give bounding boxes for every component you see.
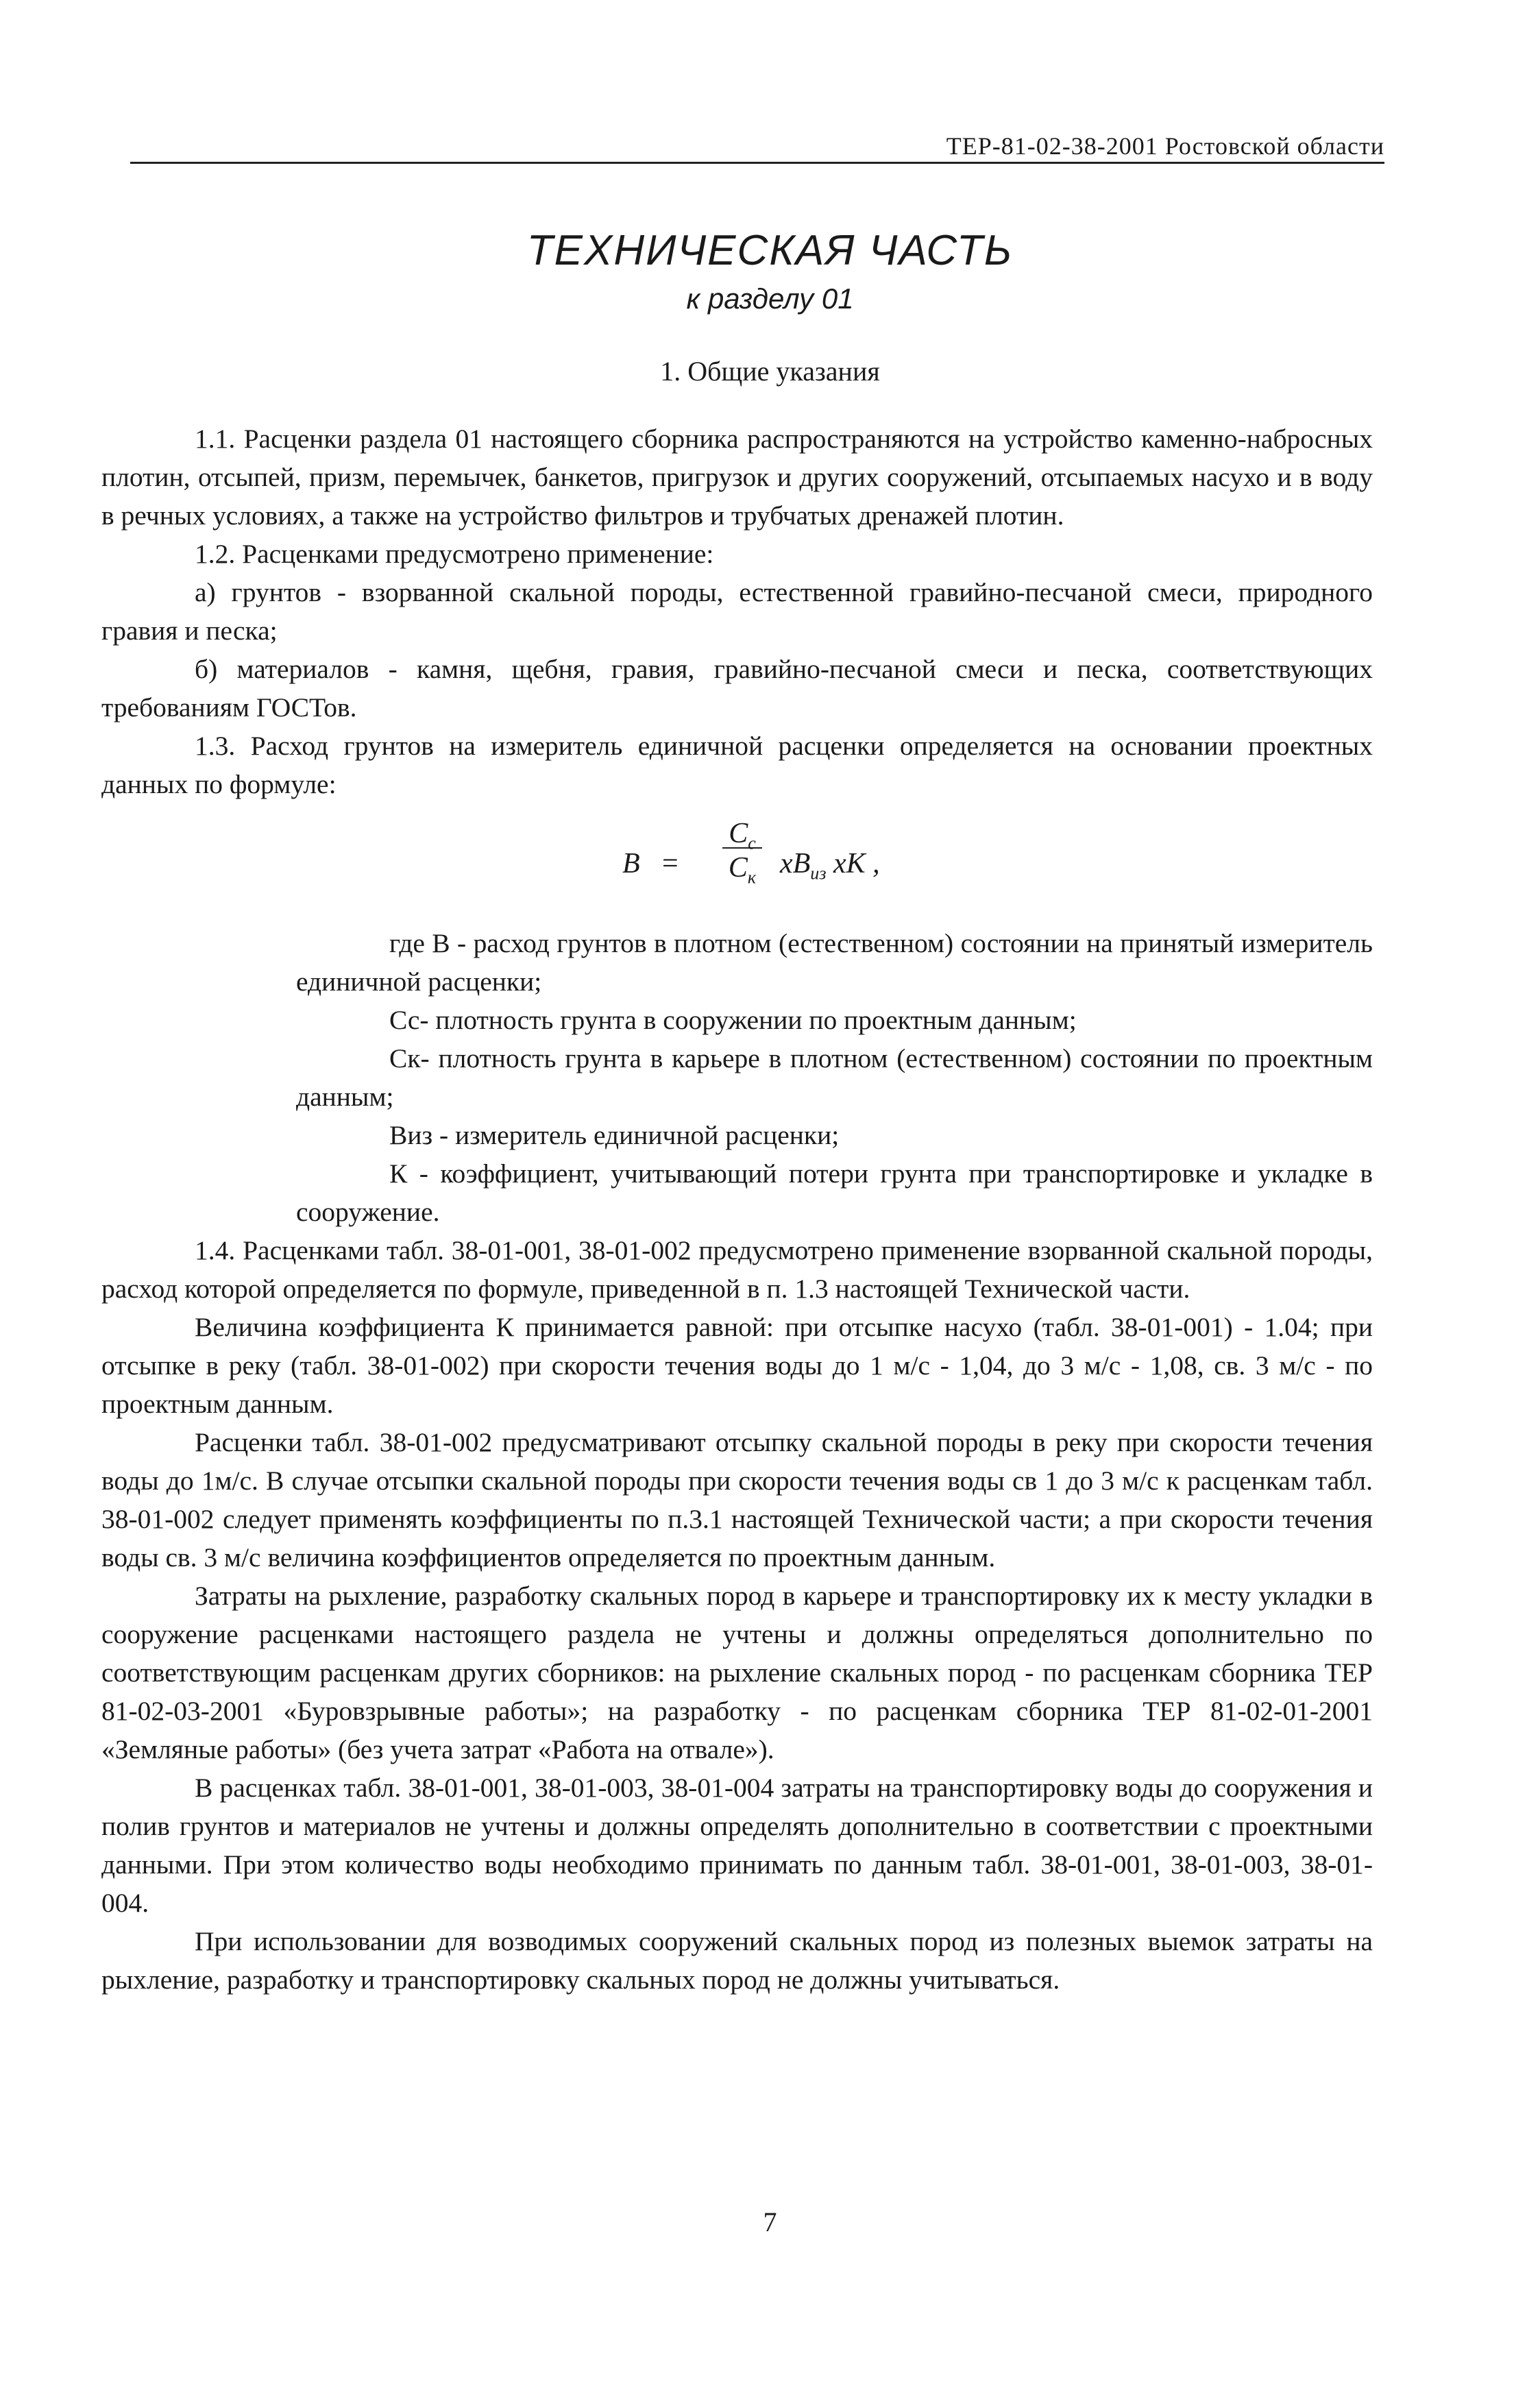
- definitions-list: [101, 924, 1373, 1231]
- definition-b: где В - расход грунтов в плотном (естественном) состоянии на принятый измеритель единичной расценки;: [296, 928, 1373, 997]
- formula-numerator: $C_с$: [729, 818, 756, 853]
- paragraph-1-1: 1.1. Расценки раздела 01 настоящего сборника распространяются на устройство каменно-набросных плотин, отсыпей, призм, перемычек, банкетов, пригрузок и других сооружений, отсыпаемых насухо и в воду в речных условиях, а также на устройство фильтров и трубчатых дренажей плотин.: [101, 424, 1373, 531]
- paragraph-1-4: 1.4. Расценками табл. 38-01-001, 38-01-002 предусмотрено применение взорванной скальной породы, расход которой определяется по формуле, приведенной в п. 1.3 настоящей Технической части.: [101, 1235, 1373, 1304]
- page-title: ТЕХНИЧЕСКАЯ ЧАСТЬ: [526, 227, 1014, 274]
- paragraph-1-3: 1.3. Расход грунтов на измеритель единичной расценки определяется на основании проектных данных по формуле:: [101, 731, 1373, 799]
- formula-rest: $xB_{из}$ xK ,: [780, 848, 880, 884]
- paragraph-water-costs: В расценках табл. 38-01-001, 38-01-003, 38-01-004 затраты на транспортировку воды до сооружения и полив грунтов и материалов не учтены и должны определять дополнительно в соответствии с проектными данными. При этом количество воды необходимо принимать по данным табл. 38-01-001, 38-01-003, 38-01-004.: [101, 1773, 1373, 1918]
- formula-equals: =: [662, 848, 679, 879]
- paragraph-1-2: 1.2. Расценками предусмотрено применение:: [195, 539, 714, 569]
- paragraph-coefficient-k: Величина коэффициента К принимается равной: при отсыпке насухо (табл. 38-01-001) - 1.04; при отсыпке в реку (табл. 38-01-002) при скорости течения воды до 1 м/с - 1,04, до 3 м/с - 1,08, св. 3 м/с - по проектным данным.: [101, 1312, 1373, 1419]
- paragraph-river-dumping: Расценки табл. 38-01-002 предусматривают отсыпку скальной породы в реку при скорости течения воды до 1м/с. В случае отсыпки скальной породы при скорости течения воды св 1 до 3 м/с к расценкам табл. 38-01-002 следует применять коэффициенты по п.3.1 настоящей Технической части; а при скорости течения воды св. 3 м/с величина коэффициентов определяется по проектным данным.: [101, 1427, 1373, 1572]
- body-text: [101, 420, 1373, 1999]
- definition-biz: Виз - измеритель единичной расценки;: [389, 1120, 840, 1150]
- header-text: ТЕР-81-02-38-2001 Ростовской области: [946, 132, 1384, 160]
- page-number: 7: [763, 2207, 777, 2237]
- formula-lhs: B: [622, 848, 640, 879]
- formula-denominator: $C_к$: [728, 852, 757, 888]
- definition-ck: Ск- плотность грунта в карьере в плотном (естественном) состоянии по проектным данным;: [296, 1043, 1373, 1112]
- formula: [101, 803, 1373, 920]
- paragraph-1-2-b: б) материалов - камня, щебня, гравия, гравийно-песчаной смеси и песка, соответствующих требованиям ГОСТов.: [101, 654, 1373, 722]
- formula-fraction: [718, 814, 766, 888]
- page-subtitle: к разделу 01: [686, 282, 854, 315]
- paragraph-useful-excavations: При использовании для возводимых сооружений скальных пород из полезных выемок затраты на рыхление, разработку и транспортировку скальных пород не должны учитываться.: [101, 1926, 1373, 1995]
- section-heading: 1. Общие указания: [660, 356, 880, 387]
- definition-cc: Сс- плотность грунта в сооружении по проектным данным;: [389, 1005, 1077, 1035]
- paragraph-1-2-a: а) грунтов - взорванной скальной породы, естественной гравийно-песчаной смеси, природного гравия и песка;: [101, 577, 1373, 646]
- running-header: [130, 134, 1384, 164]
- definition-k: К - коэффициент, учитывающий потери грунта при транспортировке и укладке в сооружение.: [296, 1158, 1373, 1227]
- paragraph-costs-excluded: Затраты на рыхление, разработку скальных пород в карьере и транспортировку их к месту укладки в сооружение расценками настоящего раздела не учтены и должны определяться дополнительно по соответствующим расценкам других сборников: на рыхление скальных пород - по расценкам сборника ТЕР 81-02-03-2001 «Буровзрывные работы»; на разработку - по расценкам сборника ТЕР 81-02-01-2001 «Земляные работы» (без учета затрат «Работа на отвале»).: [101, 1581, 1373, 1764]
